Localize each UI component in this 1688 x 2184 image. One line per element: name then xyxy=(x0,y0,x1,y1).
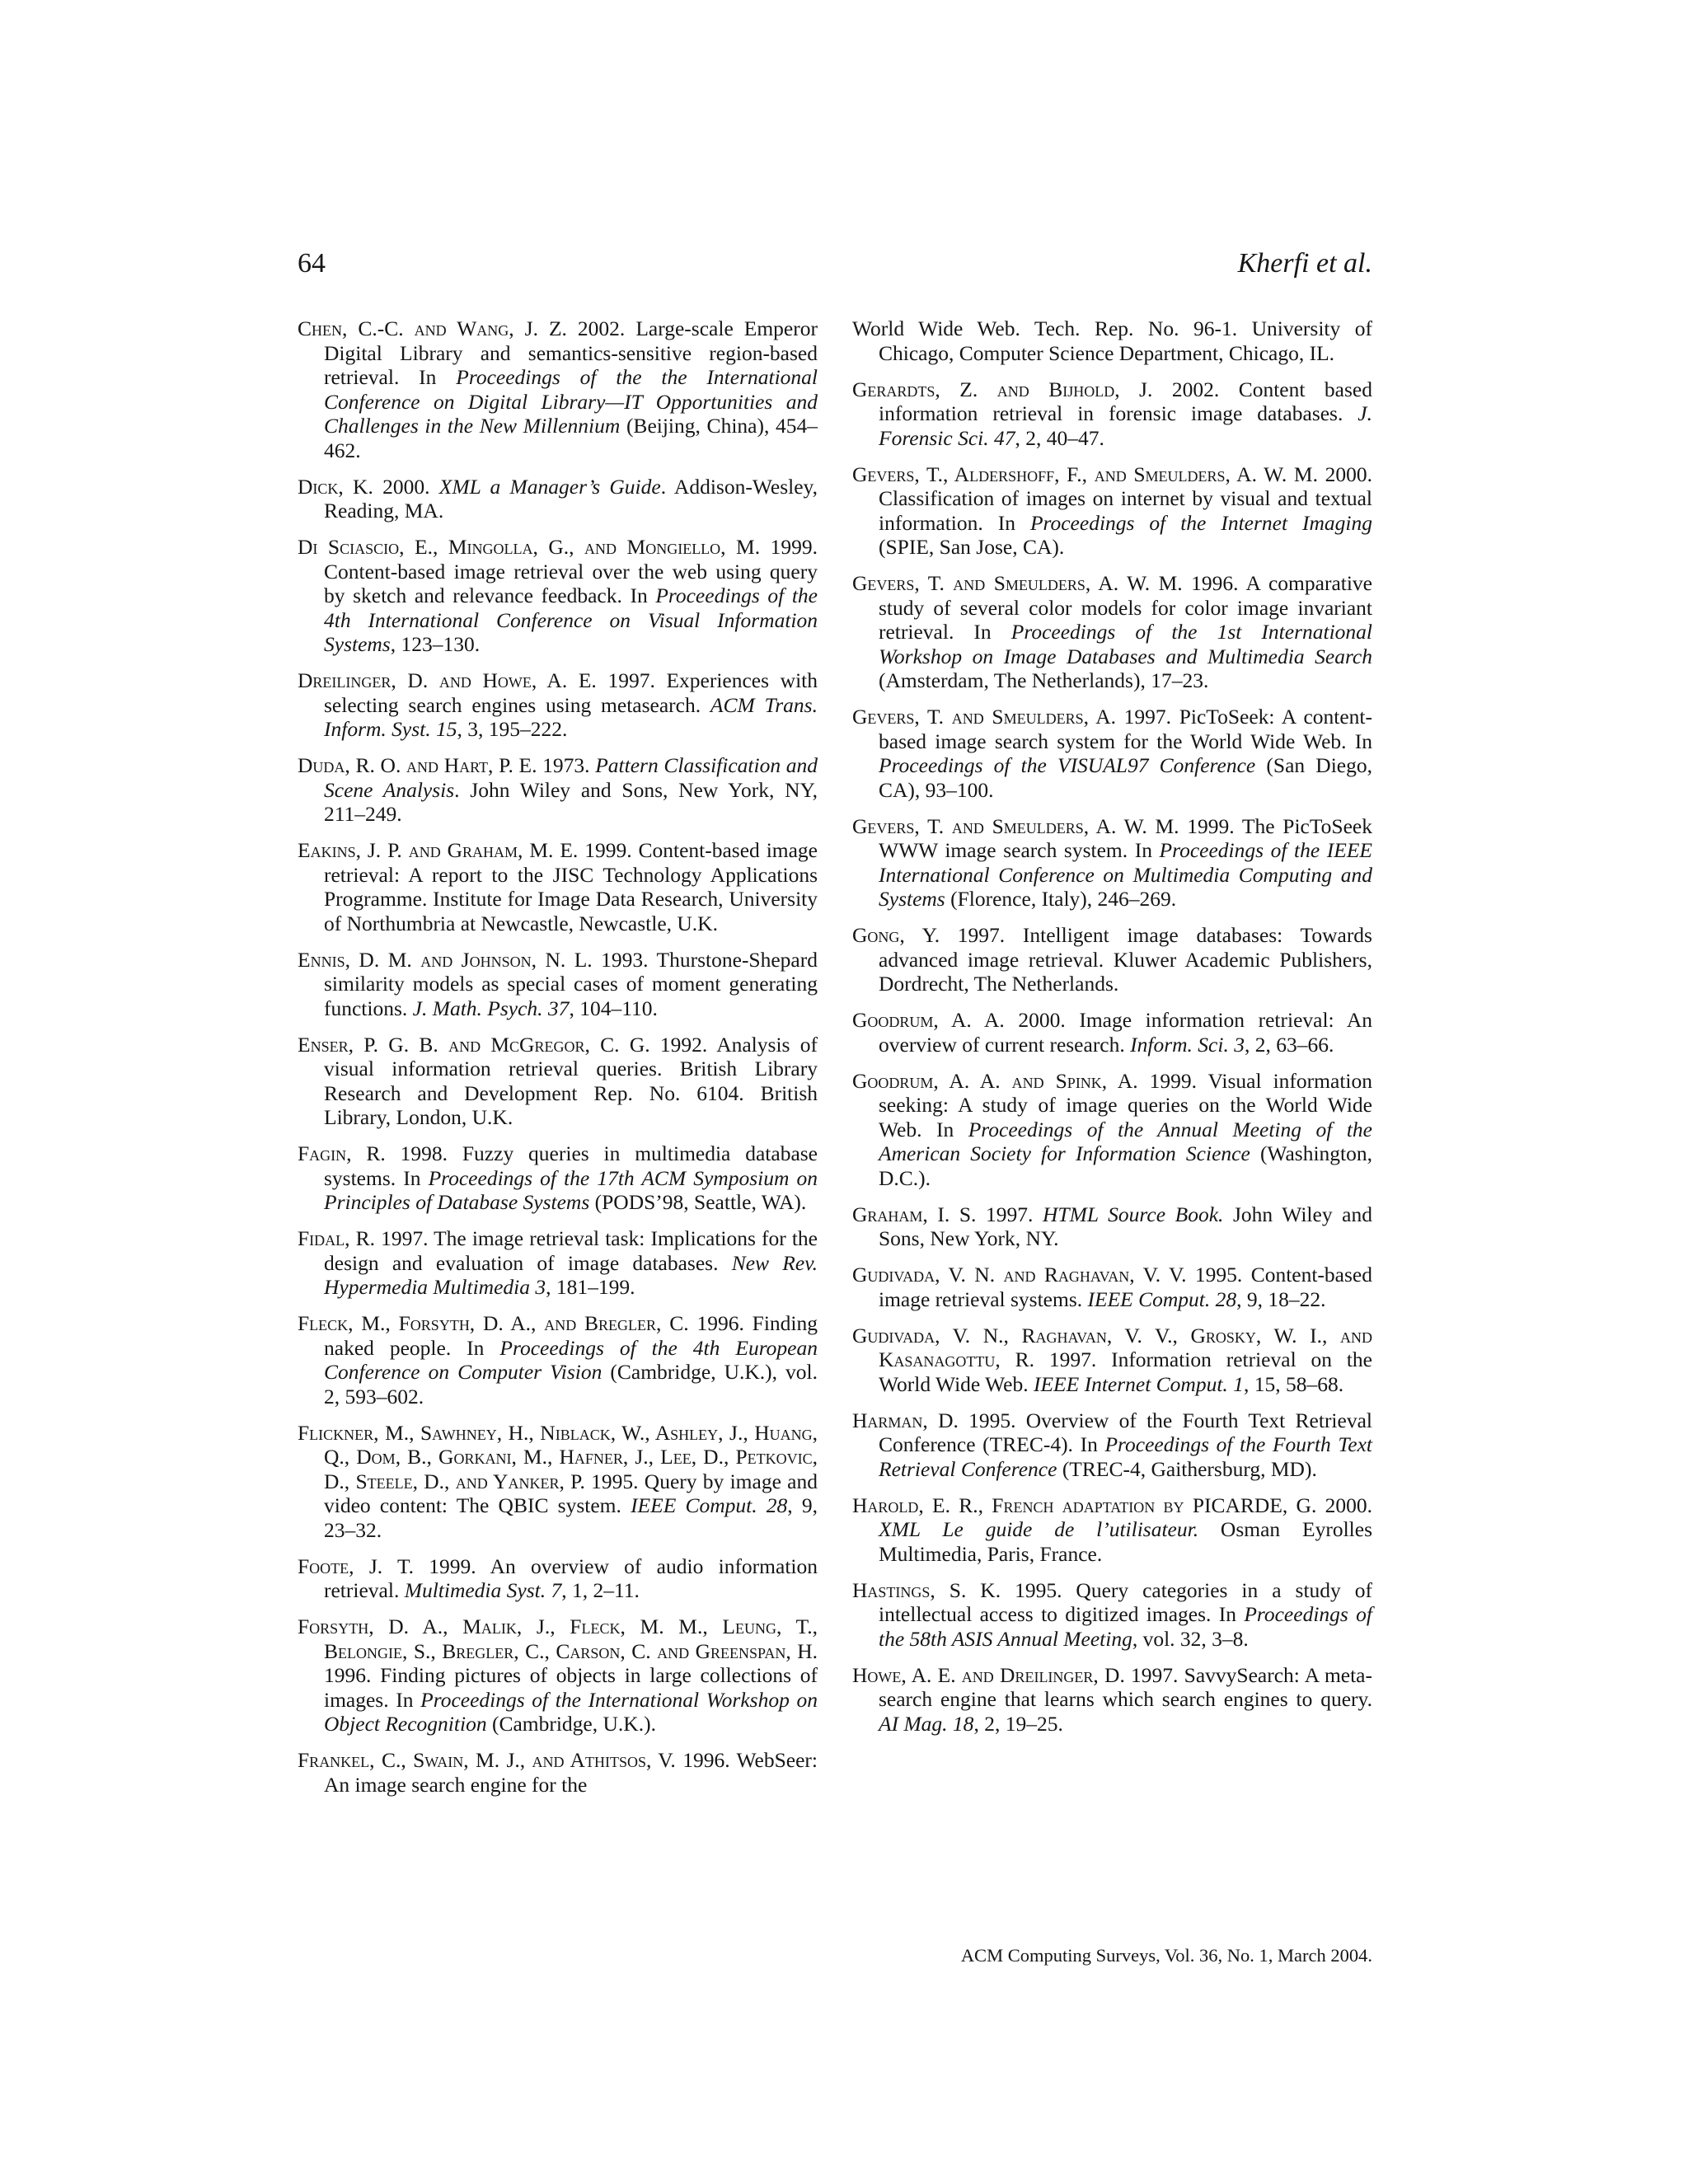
reference-authors: Forsyth, D. A., Malik, J., Fleck, M. M., Leung, T., Belongie, S., Bregler, C., Carson, C. and Greenspan, H. xyxy=(298,1615,818,1663)
references-left-column xyxy=(298,316,818,1809)
reference-authors: Dick, K. xyxy=(298,474,373,499)
reference-text: 1997. Information retrieval on the World Wide Web. xyxy=(879,1347,1372,1396)
reference-text: 1996. Finding naked people. In xyxy=(324,1311,818,1360)
reference-authors: Howe, A. E. and Dreilinger, D. xyxy=(852,1662,1125,1687)
reference-authors: Goodrum, A. A. and Spink, A. xyxy=(852,1068,1138,1093)
reference-text: , 3, 195–222. xyxy=(457,717,568,741)
reference-text: John Wiley and Sons, New York, NY. xyxy=(879,1202,1372,1250)
reference-entry xyxy=(298,1226,818,1300)
reference-text: , 2, 40–47. xyxy=(1015,425,1104,450)
reference-authors: Ennis, D. M. and Johnson, N. L. xyxy=(298,947,593,972)
reference-text: 1996. WebSeer: An image search engine for the xyxy=(324,1748,818,1797)
reference-entry xyxy=(852,705,1372,802)
references-right-column xyxy=(852,316,1372,1748)
reference-entry xyxy=(852,377,1372,451)
reference-text: World Wide Web. Tech. Rep. No. 96-1. University of Chicago, Computer Science Department, Chicago, IL. xyxy=(852,316,1372,365)
reference-title-italic: Proceedings of the Internet Imaging xyxy=(1029,510,1372,535)
reference-entry xyxy=(298,1615,818,1736)
reference-text: , 1, 2–11. xyxy=(561,1578,640,1602)
journal-footer: ACM Computing Surveys, Vol. 36, No. 1, March 2004. xyxy=(960,1945,1372,1966)
reference-title-italic: Proceedings of the IEEE International Conference on Multimedia Computing and Systems xyxy=(879,838,1372,911)
reference-text: , 181–199. xyxy=(546,1275,635,1299)
running-head: Kherfi et al. xyxy=(1237,248,1372,279)
reference-text: . Addison-Wesley, Reading, MA. xyxy=(324,474,818,523)
reference-authors: Eakins, J. P. and Graham, M. E. xyxy=(298,838,579,862)
reference-entry xyxy=(852,1263,1372,1311)
reference-authors: Graham, I. S. xyxy=(852,1202,977,1226)
reference-entry xyxy=(298,1311,818,1408)
reference-entry xyxy=(852,1493,1372,1567)
reference-authors: Foote, J. T. xyxy=(298,1554,415,1578)
reference-title-italic: IEEE Comput. 28 xyxy=(1087,1286,1237,1311)
reference-text: , 9, 23–32. xyxy=(324,1493,818,1542)
reference-title-italic: Proceedings of the 4th European Conference on Computer Vision xyxy=(324,1335,818,1384)
reference-text: (TREC-4, Gaithersburg, MD). xyxy=(1057,1456,1317,1481)
reference-title-italic: Inform. Sci. 3 xyxy=(1130,1032,1245,1057)
reference-authors: Gevers, T. and Smeulders, A. W. M. xyxy=(852,571,1183,595)
reference-entry xyxy=(298,535,818,657)
reference-text: (Amsterdam, The Netherlands), 17–23. xyxy=(879,668,1209,692)
reference-authors: Gevers, T. and Smeulders, A. xyxy=(852,705,1117,729)
reference-entry xyxy=(852,1578,1372,1652)
reference-title-italic: Proceedings of the 4th International Conference on Visual Information Systems xyxy=(324,583,818,656)
reference-title-italic: J. Math. Psych. 37 xyxy=(412,996,570,1020)
reference-title-italic: Proceedings of the 58th ASIS Annual Meeting xyxy=(879,1602,1372,1651)
reference-title-italic: XML a Manager’s Guide xyxy=(438,474,661,499)
reference-authors: Enser, P. G. B. and McGregor, C. G. xyxy=(298,1032,650,1057)
reference-entry xyxy=(852,1324,1372,1397)
reference-title-italic: Proceedings of the the International Conference on Digital Library—IT Opportunities and Challenges in the New Millennium xyxy=(324,365,818,438)
reference-text: 1997. The image retrieval task: Implications for the design and evaluation of image databases. xyxy=(324,1226,818,1275)
reference-text: , vol. 32, 3–8. xyxy=(1132,1626,1249,1651)
reference-entry xyxy=(298,1033,818,1130)
reference-entry xyxy=(852,1663,1372,1736)
reference-title-italic: Multimedia Syst. 7 xyxy=(404,1578,562,1602)
reference-title-italic: Proceedings of the Annual Meeting of the American Society for Information Science xyxy=(879,1117,1372,1165)
reference-text: , 2, 19–25. xyxy=(973,1711,1063,1736)
reference-text: 1997. xyxy=(976,1202,1043,1226)
reference-text: 2000. xyxy=(1316,1493,1372,1517)
reference-authors: Goodrum, A. A. xyxy=(852,1008,1005,1032)
reference-title-italic: IEEE Comput. 28 xyxy=(631,1493,788,1517)
reference-authors: Duda, R. O. and Hart, P. E. xyxy=(298,753,537,777)
reference-text: 1992. Analysis of visual information retrieval queries. British Library Research and Development Rep. No. 6104. British Library, London, U.K. xyxy=(324,1032,818,1129)
reference-text: (Cambridge, U.K.), vol. 2, 593–602. xyxy=(324,1360,818,1408)
reference-text: 1999. Content-based image retrieval: A report to the JISC Technology Applications Programme. Institute for Image Data Research, University of Northumbria at Newcastle, Newcastle, U.K. xyxy=(324,838,818,935)
reference-authors: Chen, C.-C. and Wang, J. Z. xyxy=(298,316,567,340)
reference-title-italic: J. Forensic Sci. 47 xyxy=(879,401,1372,450)
reference-entry xyxy=(298,838,818,935)
reference-title-italic: Pattern Classification and Scene Analysis xyxy=(324,753,818,802)
reference-text: 1995. Query by image and video content: The QBIC system. xyxy=(324,1469,818,1517)
reference-authors: Gudivada, V. N., Raghavan, V. V., Grosky, W. I., and Kasanagottu, R. xyxy=(852,1323,1372,1371)
reference-text: , 9, 18–22. xyxy=(1236,1286,1326,1311)
reference-entry xyxy=(298,1554,818,1603)
reference-title-italic: Proceedings of the International Workshop on Object Recognition xyxy=(324,1687,818,1736)
reference-text: 1997. SavvySearch: A meta-search engine that learns which search engines to query. xyxy=(879,1662,1372,1711)
reference-text: , 15, 58–68. xyxy=(1243,1371,1344,1396)
reference-text: 1993. Thurstone-Shepard similarity models as special cases of moment generating functions. xyxy=(324,947,818,1020)
reference-text: , 123–130. xyxy=(390,632,481,656)
reference-authors: Gudivada, V. N. and Raghavan, V. V. xyxy=(852,1263,1187,1286)
reference-title-italic: XML Le guide de l’utilisateur. xyxy=(879,1517,1199,1541)
reference-text: 2000. Image information retrieval: An overview of current research. xyxy=(879,1008,1372,1057)
reference-text: 2002. Content based information retrieval in forensic image databases. xyxy=(879,377,1372,425)
reference-authors: Dreilinger, D. and Howe, A. E. xyxy=(298,668,597,692)
reference-entry xyxy=(852,316,1372,365)
reference-entry xyxy=(298,1748,818,1797)
reference-entry xyxy=(298,316,818,462)
reference-authors: Fagin, R. xyxy=(298,1141,386,1165)
reference-title-italic: New Rev. Hypermedia Multimedia 3 xyxy=(324,1250,818,1299)
reference-entry xyxy=(298,668,818,742)
reference-text: 1996. A comparative study of several color models for color image invariant retrieval. In xyxy=(879,571,1373,644)
reference-title-italic: IEEE Internet Comput. 1 xyxy=(1033,1371,1244,1396)
reference-title-italic: Proceedings of the 1st International Workshop on Image Databases and Multimedia Search xyxy=(879,620,1372,668)
reference-authors: Gevers, T. and Smeulders, A. W. M. xyxy=(852,813,1179,838)
page-number: 64 xyxy=(298,248,326,279)
reference-text: 1997. PicToSeek: A content-based image search system for the World Wide Web. In xyxy=(879,705,1372,753)
reference-text: 1999. Visual information seeking: A study of image queries on the World Wide Web. In xyxy=(879,1068,1372,1141)
reference-text: 1997. Experiences with selecting search engines using metasearch. xyxy=(324,668,818,717)
reference-entry xyxy=(852,571,1372,693)
reference-text: (Florence, Italy), 246–269. xyxy=(945,887,1177,911)
reference-authors: Gerardts, Z. and Bijhold, J. xyxy=(852,377,1153,401)
reference-entry xyxy=(298,475,818,523)
reference-title-italic: Proceedings of the 17th ACM Symposium on Principles of Database Systems xyxy=(324,1165,818,1214)
reference-entry xyxy=(852,814,1372,912)
reference-text: 1973. xyxy=(537,753,596,777)
reference-text: . John Wiley and Sons, New York, NY, 211–249. xyxy=(324,777,818,826)
reference-entry xyxy=(298,1141,818,1215)
reference-text: , 104–110. xyxy=(569,996,658,1020)
reference-text: 1995. Content-based image retrieval systems. xyxy=(879,1263,1372,1311)
reference-title-italic: ACM Trans. Inform. Syst. 15 xyxy=(324,692,818,741)
reference-text: 1999. The PicToSeek WWW image search system. In xyxy=(879,813,1372,862)
reference-text: 2000. Classification of images on internet by visual and textual information. In xyxy=(879,462,1373,535)
reference-text: (Cambridge, U.K.). xyxy=(486,1712,656,1736)
reference-entry xyxy=(852,1008,1372,1057)
reference-text: 1995. Overview of the Fourth Text Retrieval Conference (TREC-4). In xyxy=(879,1408,1372,1456)
reference-text: (Washington, D.C.). xyxy=(879,1141,1372,1190)
reference-authors: Frankel, C., Swain, M. J., and Athitsos, V. xyxy=(298,1748,676,1772)
reference-entry xyxy=(852,462,1372,560)
reference-title-italic: AI Mag. 18 xyxy=(879,1711,974,1736)
reference-text: Osman Eyrolles Multimedia, Paris, France. xyxy=(879,1517,1372,1566)
reference-title-italic: Proceedings of the Fourth Text Retrieval Conference xyxy=(879,1432,1372,1481)
reference-text: 1998. Fuzzy queries in multimedia database systems. In xyxy=(324,1141,818,1190)
reference-text: 1996. Finding pictures of objects in large collections of images. In xyxy=(324,1663,818,1712)
reference-entry xyxy=(852,1069,1372,1191)
reference-text: 1997. Intelligent image databases: Towards advanced image retrieval. Kluwer Academic Publishers, Dordrecht, The Netherlands. xyxy=(879,923,1372,996)
reference-entry xyxy=(298,753,818,827)
reference-authors: Fidal, R. xyxy=(298,1226,376,1250)
reference-authors: Gong, Y. xyxy=(852,923,940,947)
reference-text: 2002. Large-scale Emperor Digital Library and semantics-sensitive region-based retrieval. In xyxy=(324,316,818,389)
reference-authors: Di Sciascio, E., Mingolla, G., and Mongiello, M. xyxy=(298,535,761,559)
reference-text: 2000. xyxy=(373,474,439,499)
reference-text: (Beijing, China), 454–462. xyxy=(324,414,818,462)
reference-entry xyxy=(852,1202,1372,1251)
reference-text: , 2, 63–66. xyxy=(1244,1032,1334,1057)
reference-entry xyxy=(852,923,1372,996)
reference-text: 1999. An overview of audio information retrieval. xyxy=(324,1554,818,1602)
reference-text: 1995. Query categories in a study of intellectual access to digitized images. In xyxy=(879,1577,1372,1626)
reference-entry xyxy=(298,948,818,1021)
reference-title-italic: HTML Source Book. xyxy=(1043,1202,1224,1226)
reference-authors: Fleck, M., Forsyth, D. A., and Bregler, C. xyxy=(298,1311,689,1335)
reference-authors: Hastings, S. K. xyxy=(852,1577,1001,1602)
reference-authors: Harman, D. xyxy=(852,1408,959,1432)
reference-text: (SPIE, San Jose, CA). xyxy=(879,535,1065,559)
reference-entry xyxy=(852,1408,1372,1482)
reference-text: (PODS’98, Seattle, WA). xyxy=(589,1190,807,1214)
reference-authors: Harold, E. R., French adaptation by PICARDE, G. xyxy=(852,1493,1317,1517)
reference-authors: Flickner, M., Sawhney, H., Niblack, W., Ashley, J., Huang, Q., Dom, B., Gorkani, M., Hafner, J., Lee, D., Petkovic, D., Steele, D., and Yanker, P. xyxy=(298,1420,818,1493)
reference-text: 1999. Content-based image retrieval over the web using query by sketch and relevance feedback. In xyxy=(324,535,818,607)
reference-authors: Gevers, T., Aldershoff, F., and Smeulders, A. W. M. xyxy=(852,462,1318,486)
reference-title-italic: Proceedings of the VISUAL97 Conference xyxy=(879,753,1256,777)
reference-entry xyxy=(298,1421,818,1543)
reference-text: (San Diego, CA), 93–100. xyxy=(879,753,1372,802)
